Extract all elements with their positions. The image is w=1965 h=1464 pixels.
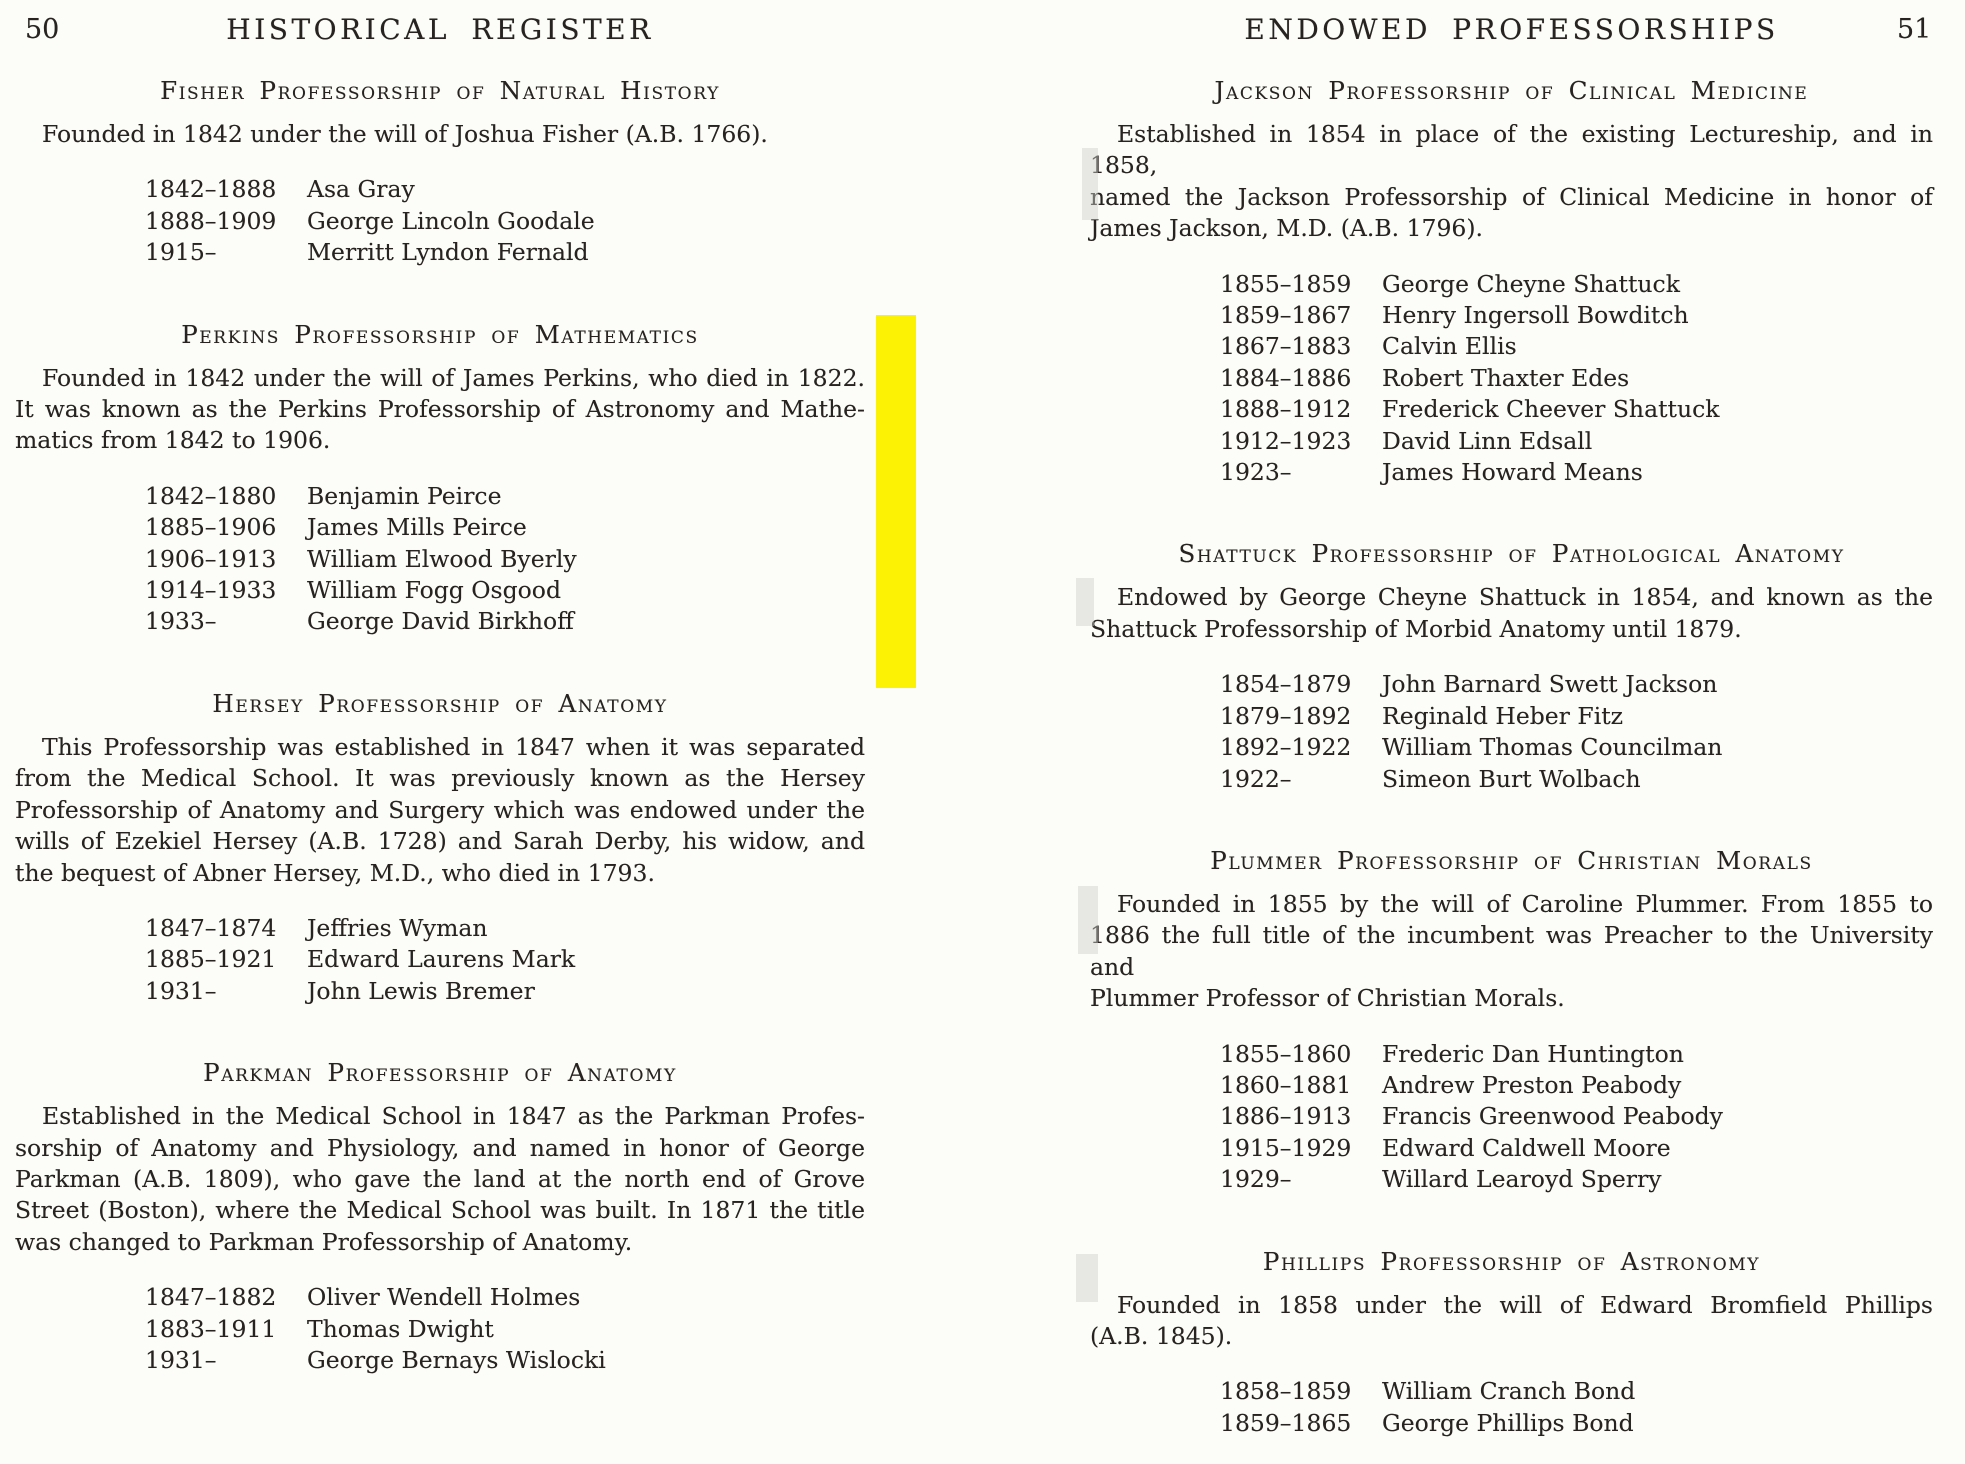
holder-row bbox=[15, 1314, 865, 1345]
section-title: Fisher Professorship of Natural History bbox=[160, 76, 720, 105]
paragraph-line: It was known as the Perkins Professorship of Astronomy and Mathe- bbox=[15, 395, 865, 424]
paragraph-line: (A.B. 1845). bbox=[1090, 1321, 1233, 1350]
holder-years: 1915–1929 bbox=[1220, 1133, 1352, 1162]
left-page bbox=[15, 13, 865, 1376]
holder-row bbox=[1090, 1039, 1933, 1070]
paragraph-line: Founded in 1842 under the will of James Perkins, who died in 1822. bbox=[42, 363, 865, 392]
holder-name: Robert Thaxter Edes bbox=[1382, 363, 1630, 392]
scan-smudge bbox=[1076, 1254, 1098, 1302]
holder-years: 1888–1912 bbox=[1220, 395, 1352, 424]
holder-row bbox=[1090, 300, 1933, 331]
holders-list bbox=[1090, 1376, 1933, 1439]
holder-years: 1931– bbox=[145, 1345, 217, 1374]
holders-list bbox=[15, 1282, 865, 1376]
paragraph-line: Founded in 1842 under the will of Joshua Fisher (A.B. 1766). bbox=[42, 120, 768, 148]
holder-years: 1847–1874 bbox=[145, 913, 277, 942]
holder-name: George Phillips Bond bbox=[1382, 1408, 1634, 1437]
section-title: Shattuck Professorship of Pathological Anatomy bbox=[1178, 539, 1845, 569]
holder-row bbox=[1090, 701, 1933, 732]
sections-container bbox=[15, 75, 865, 1376]
holder-name: Henry Ingersoll Bowditch bbox=[1382, 301, 1689, 330]
holder-name: William Fogg Osgood bbox=[307, 576, 562, 605]
holder-row bbox=[1090, 732, 1933, 763]
holder-row bbox=[1090, 1070, 1933, 1101]
paragraph-line: named the Jackson Professorship of Clinical Medicine in honor of bbox=[1090, 182, 1933, 211]
section-title: Perkins Professorship of Mathematics bbox=[181, 319, 699, 349]
section-title: Phillips Professorship of Astronomy bbox=[1262, 1246, 1761, 1276]
holder-years: 1858–1859 bbox=[1220, 1377, 1352, 1406]
holder-name: David Linn Edsall bbox=[1382, 426, 1593, 455]
paragraph bbox=[15, 119, 865, 150]
paragraph bbox=[15, 363, 865, 457]
holder-row bbox=[1090, 1164, 1933, 1195]
page-number-right: 51 bbox=[1897, 14, 1932, 45]
holder-row bbox=[1090, 363, 1933, 394]
holder-years: 1906–1913 bbox=[145, 544, 277, 573]
paragraph bbox=[1090, 119, 1933, 245]
holder-years: 1885–1921 bbox=[145, 945, 277, 974]
holder-row bbox=[1090, 457, 1933, 488]
professorship-section bbox=[15, 319, 865, 638]
holder-row bbox=[15, 544, 865, 575]
holder-years: 1915– bbox=[145, 238, 217, 267]
holder-years: 1892–1922 bbox=[1220, 733, 1352, 762]
holder-row bbox=[15, 1345, 865, 1376]
running-head-left: HISTORICAL REGISTER bbox=[226, 13, 654, 46]
holder-years: 1847–1882 bbox=[145, 1283, 277, 1312]
holder-row bbox=[15, 606, 865, 637]
professorship-section bbox=[15, 688, 865, 1007]
holder-row bbox=[15, 913, 865, 944]
paragraph-line: Established in 1854 in place of the existing Lectureship, and in 1858, bbox=[1090, 120, 1933, 180]
holder-years: 1929– bbox=[1220, 1165, 1292, 1194]
section-title: Parkman Professorship of Anatomy bbox=[203, 1058, 677, 1088]
paragraph bbox=[1090, 1290, 1933, 1353]
holder-name: William Thomas Councilman bbox=[1382, 733, 1723, 762]
holder-name: Simeon Burt Wolbach bbox=[1382, 764, 1641, 793]
holder-row bbox=[1090, 1408, 1933, 1439]
paragraph bbox=[1090, 582, 1933, 645]
paragraph-line: was changed to Parkman Professorship of Anatomy. bbox=[15, 1227, 633, 1256]
holder-name: Calvin Ellis bbox=[1382, 332, 1517, 361]
section-title: Jackson Professorship of Clinical Medicine bbox=[1214, 76, 1809, 105]
holder-years: 1860–1881 bbox=[1220, 1070, 1352, 1099]
holder-years: 1922– bbox=[1220, 764, 1292, 793]
holder-name: George Lincoln Goodale bbox=[307, 206, 595, 235]
paragraph-line: Street (Boston), where the Medical School was built. In 1871 the title bbox=[15, 1196, 865, 1225]
holders-list bbox=[15, 913, 865, 1007]
holder-row bbox=[1090, 269, 1933, 300]
scan-smudge bbox=[1078, 886, 1098, 954]
holder-years: 1842–1880 bbox=[145, 481, 277, 510]
holders-list bbox=[15, 174, 865, 268]
holder-name: James Mills Peirce bbox=[307, 513, 527, 542]
paragraph-line: Shattuck Professorship of Morbid Anatomy until 1879. bbox=[1090, 614, 1742, 643]
holders-list bbox=[1090, 1039, 1933, 1196]
paragraph-line: sorship of Anatomy and Physiology, and named in honor of George bbox=[15, 1133, 865, 1162]
holder-row bbox=[15, 1282, 865, 1313]
right-page bbox=[1090, 13, 1933, 1439]
holder-years: 1859–1865 bbox=[1220, 1408, 1352, 1437]
holder-row bbox=[15, 174, 865, 205]
holder-row bbox=[1090, 1101, 1933, 1132]
holder-row bbox=[15, 237, 865, 268]
professorship-section bbox=[15, 75, 865, 269]
holder-name: James Howard Means bbox=[1382, 458, 1643, 487]
holder-row bbox=[15, 976, 865, 1007]
holder-row bbox=[1090, 1133, 1933, 1164]
sections-container bbox=[1090, 75, 1933, 1439]
holder-years: 1855–1859 bbox=[1220, 269, 1352, 298]
holder-name: George Bernays Wislocki bbox=[307, 1345, 606, 1374]
holder-name: Edward Caldwell Moore bbox=[1382, 1133, 1671, 1162]
holder-years: 1883–1911 bbox=[145, 1314, 277, 1343]
paragraph-line: the bequest of Abner Hersey, M.D., who died in 1793. bbox=[15, 858, 655, 887]
holder-years: 1886–1913 bbox=[1220, 1102, 1352, 1131]
holder-years: 1885–1906 bbox=[145, 513, 277, 542]
holder-name: Oliver Wendell Holmes bbox=[307, 1283, 581, 1312]
paragraph-line: Plummer Professor of Christian Morals. bbox=[1090, 984, 1565, 1013]
paragraph-line: matics from 1842 to 1906. bbox=[15, 426, 331, 455]
professorship-section bbox=[1090, 1246, 1933, 1440]
paragraph-line: Parkman (A.B. 1809), who gave the land at the north end of Grove bbox=[15, 1164, 865, 1193]
paragraph-line: James Jackson, M.D. (A.B. 1796). bbox=[1090, 214, 1484, 243]
paragraph-line: Professorship of Anatomy and Surgery which was endowed under the bbox=[15, 795, 865, 824]
holder-years: 1867–1883 bbox=[1220, 332, 1352, 361]
holder-years: 1879–1892 bbox=[1220, 701, 1352, 730]
holder-name: John Lewis Bremer bbox=[307, 976, 535, 1005]
paragraph-line: Founded in 1858 under the will of Edward Bromfield Phillips bbox=[1117, 1290, 1933, 1319]
professorship-section bbox=[1090, 845, 1933, 1196]
paragraph-line: from the Medical School. It was previously known as the Hersey bbox=[15, 764, 865, 793]
holder-years: 1923– bbox=[1220, 458, 1292, 487]
page-number-left: 50 bbox=[25, 14, 60, 45]
holders-list bbox=[15, 481, 865, 638]
holder-name: Reginald Heber Fitz bbox=[1382, 701, 1624, 730]
paragraph-line: wills of Ezekiel Hersey (A.B. 1728) and Sarah Derby, his widow, and bbox=[15, 827, 865, 856]
holder-row bbox=[15, 206, 865, 237]
section-title: Hersey Professorship of Anatomy bbox=[212, 688, 668, 718]
holder-name: Frederic Dan Huntington bbox=[1382, 1039, 1684, 1068]
holder-name: Merritt Lyndon Fernald bbox=[307, 238, 589, 267]
holder-name: Jeffries Wyman bbox=[307, 913, 488, 942]
holder-name: William Elwood Byerly bbox=[307, 544, 577, 573]
holder-years: 1859–1867 bbox=[1220, 301, 1352, 330]
holder-row bbox=[1090, 1376, 1933, 1407]
holder-row bbox=[1090, 669, 1933, 700]
paragraph-line: Established in the Medical School in 1847 as the Parkman Profes- bbox=[42, 1102, 865, 1131]
holder-row bbox=[1090, 426, 1933, 457]
section-title: Plummer Professorship of Christian Morals bbox=[1210, 845, 1813, 875]
holder-row bbox=[1090, 764, 1933, 795]
holder-years: 1855–1860 bbox=[1220, 1039, 1352, 1068]
scan-smudge bbox=[1082, 148, 1098, 220]
holder-years: 1854–1879 bbox=[1220, 670, 1352, 699]
holder-row bbox=[1090, 394, 1933, 425]
holder-years: 1914–1933 bbox=[145, 576, 277, 605]
holder-name: John Barnard Swett Jackson bbox=[1382, 670, 1718, 699]
holder-name: Benjamin Peirce bbox=[307, 481, 502, 510]
professorship-section bbox=[15, 1057, 865, 1376]
holder-name: Edward Laurens Mark bbox=[307, 945, 576, 974]
holder-years: 1931– bbox=[145, 976, 217, 1005]
holders-list bbox=[1090, 669, 1933, 795]
professorship-section bbox=[1090, 538, 1933, 794]
holder-years: 1884–1886 bbox=[1220, 363, 1352, 392]
paragraph bbox=[15, 1101, 865, 1258]
paragraph-line: Endowed by George Cheyne Shattuck in 1854, and known as the bbox=[1117, 583, 1933, 612]
holder-row bbox=[15, 512, 865, 543]
running-head-right: ENDOWED PROFESSORSHIPS bbox=[1244, 13, 1779, 46]
scan-smudge bbox=[1076, 578, 1094, 626]
holder-name: Francis Greenwood Peabody bbox=[1382, 1102, 1723, 1131]
holder-years: 1888–1909 bbox=[145, 206, 277, 235]
holder-name: George Cheyne Shattuck bbox=[1382, 269, 1680, 298]
holder-name: Asa Gray bbox=[307, 175, 415, 204]
paragraph bbox=[1090, 889, 1933, 1015]
holder-name: Thomas Dwight bbox=[307, 1314, 494, 1343]
holder-name: William Cranch Bond bbox=[1382, 1377, 1636, 1406]
holder-row bbox=[15, 575, 865, 606]
paragraph-line: Founded in 1855 by the will of Caroline Plummer. From 1855 to bbox=[1117, 889, 1933, 918]
holder-row bbox=[1090, 331, 1933, 362]
holder-years: 1933– bbox=[145, 607, 217, 636]
holder-name: George David Birkhoff bbox=[307, 607, 574, 636]
holders-list bbox=[1090, 269, 1933, 489]
paragraph-line: 1886 the full title of the incumbent was Preacher to the University and bbox=[1090, 921, 1933, 981]
paragraph-line: This Professorship was established in 1847 when it was separated bbox=[42, 732, 865, 761]
holder-name: Willard Learoyd Sperry bbox=[1382, 1165, 1662, 1194]
professorship-section bbox=[1090, 75, 1933, 488]
yellow-highlight-marker bbox=[876, 315, 916, 688]
holder-row bbox=[15, 481, 865, 512]
holder-row bbox=[15, 944, 865, 975]
holder-years: 1842–1888 bbox=[145, 175, 277, 204]
holder-years: 1912–1923 bbox=[1220, 426, 1352, 455]
holder-name: Frederick Cheever Shattuck bbox=[1382, 395, 1720, 424]
paragraph bbox=[15, 732, 865, 889]
holder-name: Andrew Preston Peabody bbox=[1382, 1070, 1682, 1099]
